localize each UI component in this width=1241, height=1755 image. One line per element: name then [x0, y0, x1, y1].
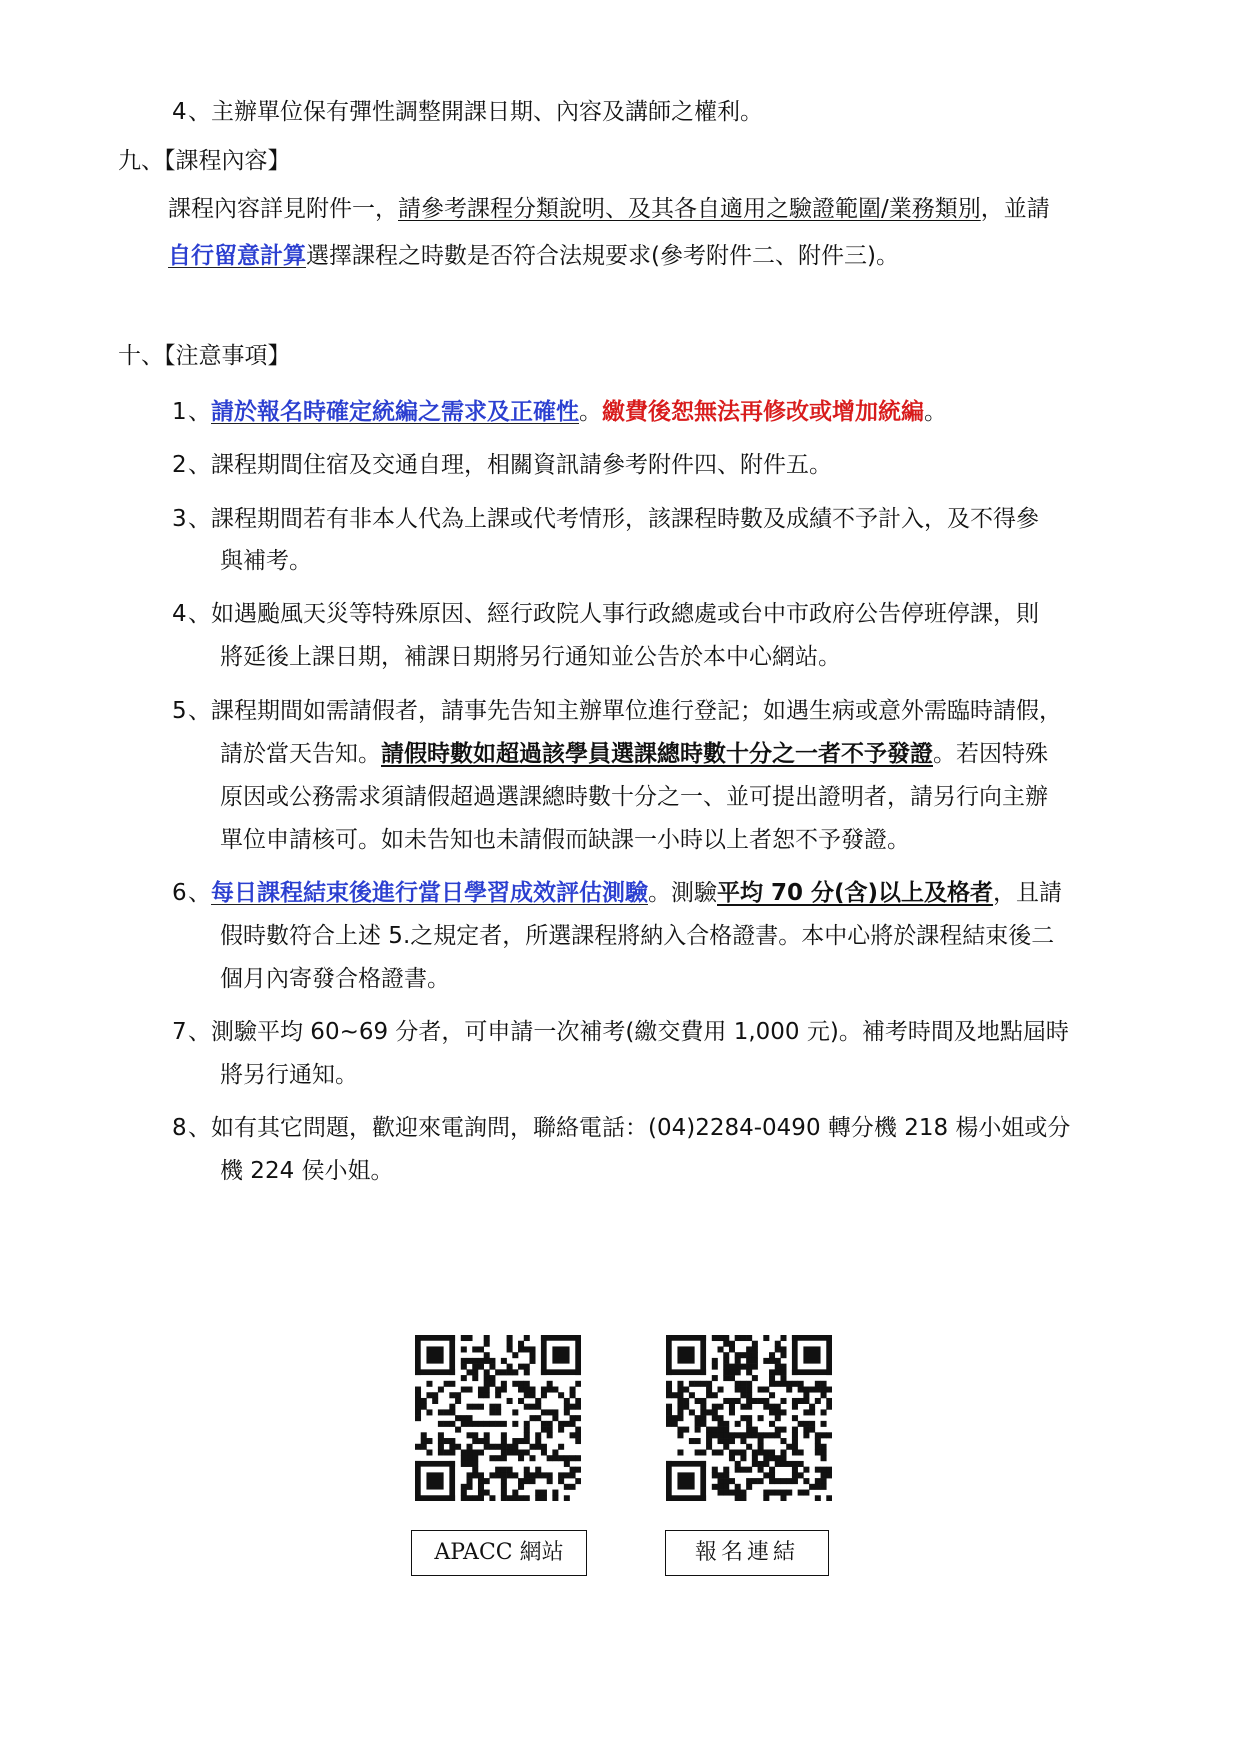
- course-category-note: 請參考課程分類說明、及其各自適用之驗證範圍/業務類別: [398, 196, 981, 222]
- item-number: 5: [172, 698, 187, 724]
- notice-item-5-line1: 、課程期間如需請假者，請事先告知主辦單位進行登記；如遇生病或意外需臨時請假，: [188, 698, 1062, 724]
- notice-item-6-line2: 假時數符合上述 5.之規定者，所選課程將納入合格證書。本中心將於課程結束後二: [220, 923, 1055, 949]
- item-number: 4: [172, 601, 187, 627]
- notice-item-7-line1: 、測驗平均 60~69 分者，可申請一次補考(繳交費用 1,000 元)。補考時間及地點屆時: [188, 1019, 1069, 1045]
- notice-item-2: 、課程期間住宿及交通自理，相關資訊請參考附件四、附件五。: [188, 452, 832, 478]
- notice-item-1: 、請於報名時確定統編之需求及正確性。繳費後恕無法再修改或增加統編。: [188, 399, 947, 425]
- qr-pattern: [666, 1335, 832, 1501]
- qr-code-icon[interactable]: [415, 1335, 581, 1501]
- notice-item-5-line4: 單位申請核可。如未告知也未請假而缺課一小時以上者恕不予發證。: [220, 827, 910, 853]
- notice-item-5-line2: 請於當天告知。請假時數如超過該學員選課總時數十分之一者不予發證。若因特殊: [220, 741, 1048, 767]
- qr-code-icon[interactable]: [666, 1335, 832, 1501]
- section9-line2: 自行留意計算選擇課程之時數是否符合法規要求(參考附件二、附件三)。: [168, 243, 899, 269]
- section10-heading: 十、【注意事項】: [118, 343, 291, 369]
- qr-pattern: [415, 1335, 581, 1501]
- notice-item-6-line3: 個月內寄發合格證書。: [220, 966, 450, 992]
- notice-item-5-line3: 原因或公務需求須請假超過選課總時數十分之一、並可提出證明者，請另行向主辦: [220, 784, 1048, 810]
- notice-item-4-line2: 將延後上課日期，補課日期將另行通知並公告於本中心網站。: [220, 644, 841, 670]
- apacc-website-label[interactable]: APACC 網站: [411, 1530, 587, 1576]
- item-number: 1: [172, 399, 187, 425]
- section9-line1: 課程內容詳見附件一，請參考課程分類說明、及其各自適用之驗證範圍/業務類別，並請: [168, 196, 1050, 222]
- item-number: 6: [172, 880, 187, 906]
- notice-item-3-line1: 、課程期間若有非本人代為上課或代考情形，該課程時數及成績不予計入，及不得參: [188, 506, 1039, 532]
- notice-item-4-line1: 、如遇颱風天災等特殊原因、經行政院人事行政總處或台中市政府公告停班停課，則: [188, 601, 1039, 627]
- notice-item-8-line1: 、如有其它問題，歡迎來電詢問，聯絡電話：(04)2284-0490 轉分機 218 楊小姐或分: [188, 1115, 1071, 1141]
- notice-item-7-line2: 將另行通知。: [220, 1062, 358, 1088]
- item-number: 4: [172, 99, 187, 125]
- item-number: 2: [172, 452, 187, 478]
- notice-item-6-line1: 、每日課程結束後進行當日學習成效評估測驗。測驗平均 70 分(含)以上及格者，且請: [188, 880, 1063, 906]
- item-number: 7: [172, 1019, 187, 1045]
- top-item-text: 、主辦單位保有彈性調整開課日期、內容及講師之權利。: [188, 99, 763, 125]
- item-number: 3: [172, 506, 187, 532]
- item-number: 8: [172, 1115, 187, 1141]
- calc-note: 自行留意計算: [168, 243, 306, 269]
- registration-link-label[interactable]: 報名連結: [665, 1530, 829, 1576]
- notice-item-8-line2: 機 224 侯小姐。: [220, 1158, 394, 1184]
- notice-item-3-line2: 與補考。: [220, 548, 312, 574]
- section9-heading: 九、【課程內容】: [118, 148, 291, 174]
